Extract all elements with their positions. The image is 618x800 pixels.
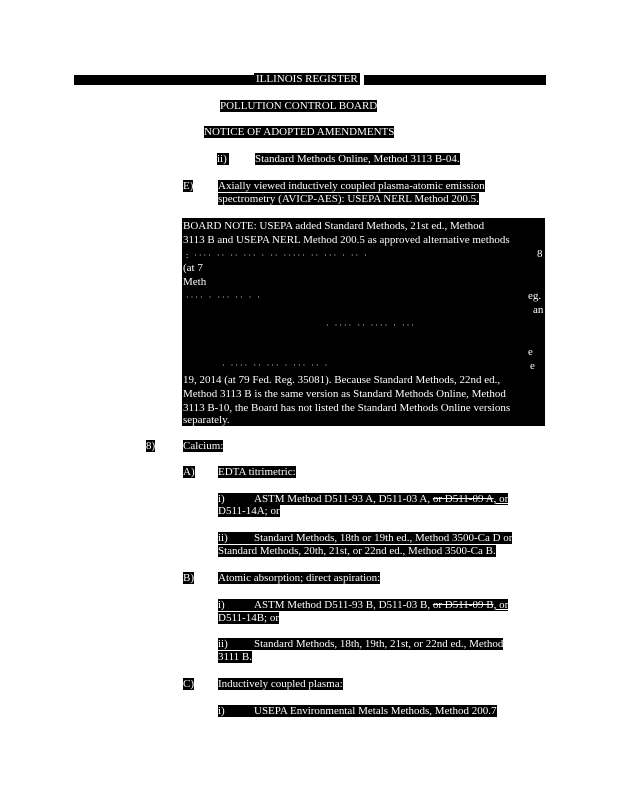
section-8-label: Calcium: bbox=[183, 440, 224, 452]
item-a-ii-line1: Standard Methods, 18th or 19th ed., Method 3500-Ca D or bbox=[254, 532, 513, 544]
redaction-noise: · ···· ·· ··· · ··· ·· · bbox=[222, 361, 330, 370]
item-b-i-added: , or bbox=[493, 599, 509, 611]
item-a-i-struck: or D511-09 A bbox=[432, 493, 494, 505]
board-note-line-1: BOARD NOTE: USEPA added Standard Methods, 21st ed., Method bbox=[183, 220, 485, 232]
item-b-ii-line1: Standard Methods, 18th, 19th, 21st, or 22nd ed., Method bbox=[254, 638, 504, 650]
item-c-i-marker: i) bbox=[218, 705, 254, 717]
item-b-i-line2: D511-14B; or bbox=[218, 612, 280, 624]
item-e-line1: Axially viewed inductively coupled plasma-atomic emission bbox=[218, 180, 485, 192]
board-note-line-2: 3113 B and USEPA NERL Method 200.5 as approved alternative methods bbox=[183, 234, 510, 246]
item-c-marker: C) bbox=[183, 678, 194, 690]
item-b-i-struck: or D511-09 B bbox=[432, 599, 494, 611]
item-c-label: Inductively coupled plasma: bbox=[218, 678, 343, 690]
board-note-line-7: 3113 B-10, the Board has not listed the Standard Methods Online versions bbox=[183, 402, 511, 414]
board-note-fragment-eg: eg. bbox=[528, 290, 542, 302]
item-b-ii-marker: ii) bbox=[218, 638, 254, 650]
notice-title: NOTICE OF ADOPTED AMENDMENTS bbox=[204, 126, 395, 138]
item-a-ii-marker: ii) bbox=[218, 532, 254, 544]
board-note-fragment-e2: e bbox=[530, 360, 535, 372]
board-note-line-4: Meth bbox=[183, 276, 207, 288]
redaction-noise: ···· · ··· ·· · · bbox=[186, 293, 262, 302]
item-a-i-added: , or bbox=[493, 493, 509, 505]
item-a-marker: A) bbox=[183, 466, 195, 478]
item-a-i-line2: D511-14A; or bbox=[218, 505, 280, 517]
item-a-ii-line2: Standard Methods, 20th, 21st, or 22nd ed., Method 3500-Ca B. bbox=[218, 545, 496, 557]
board-note-line-8: separately. bbox=[183, 414, 230, 426]
header-rule-left bbox=[74, 75, 254, 85]
item-a-i-text: ASTM Method D511-93 A, D511-03 A, bbox=[254, 493, 433, 505]
item-e-marker: E) bbox=[183, 180, 194, 192]
board-note-fragment-e1: e bbox=[528, 346, 533, 358]
board-note-line-5: 19, 2014 (at 79 Fed. Reg. 35081). Because Standard Methods, 22nd ed., bbox=[183, 374, 501, 386]
item-ii-marker: ii) bbox=[217, 153, 227, 165]
board-note-fragment-8: 8 bbox=[537, 248, 543, 260]
item-b-i-text: ASTM Method D511-93 B, D511-03 B, bbox=[254, 599, 433, 611]
item-b-marker: B) bbox=[183, 572, 194, 584]
item-e-line2: spectrometry (AVICP-AES): USEPA NERL Method 200.5. bbox=[218, 193, 479, 205]
item-c-i-text: USEPA Environmental Metals Methods, Method 200.7 bbox=[254, 705, 497, 717]
board-name: POLLUTION CONTROL BOARD bbox=[220, 100, 378, 112]
board-note-line-6: Method 3113 B is the same version as Standard Methods Online, Method bbox=[183, 388, 506, 400]
header-rule-right bbox=[364, 75, 546, 85]
board-note-line-3: (at 7 bbox=[183, 262, 203, 274]
item-b-i-line1 bbox=[254, 599, 508, 611]
item-b-ii-line2: 3111 B. bbox=[218, 651, 253, 663]
section-8-marker: 8) bbox=[146, 440, 156, 452]
item-a-label: EDTA titrimetric: bbox=[218, 466, 296, 478]
item-ii-text: Standard Methods Online, Method 3113 B-04. bbox=[255, 153, 460, 165]
board-note-fragment-an: an bbox=[533, 304, 544, 316]
item-a-i-line1 bbox=[254, 493, 508, 505]
redaction-noise: : ···· ·· ·· ··· · ·· ····· ·· ··· · ·· · bbox=[186, 251, 369, 260]
item-b-label: Atomic absorption; direct aspiration: bbox=[218, 572, 381, 584]
item-b-i-marker: i) bbox=[218, 599, 254, 611]
item-a-i-marker: i) bbox=[218, 493, 254, 505]
register-title: ILLINOIS REGISTER bbox=[256, 73, 358, 85]
redaction-noise: · ···· ·· ···· · ··· bbox=[326, 321, 416, 330]
